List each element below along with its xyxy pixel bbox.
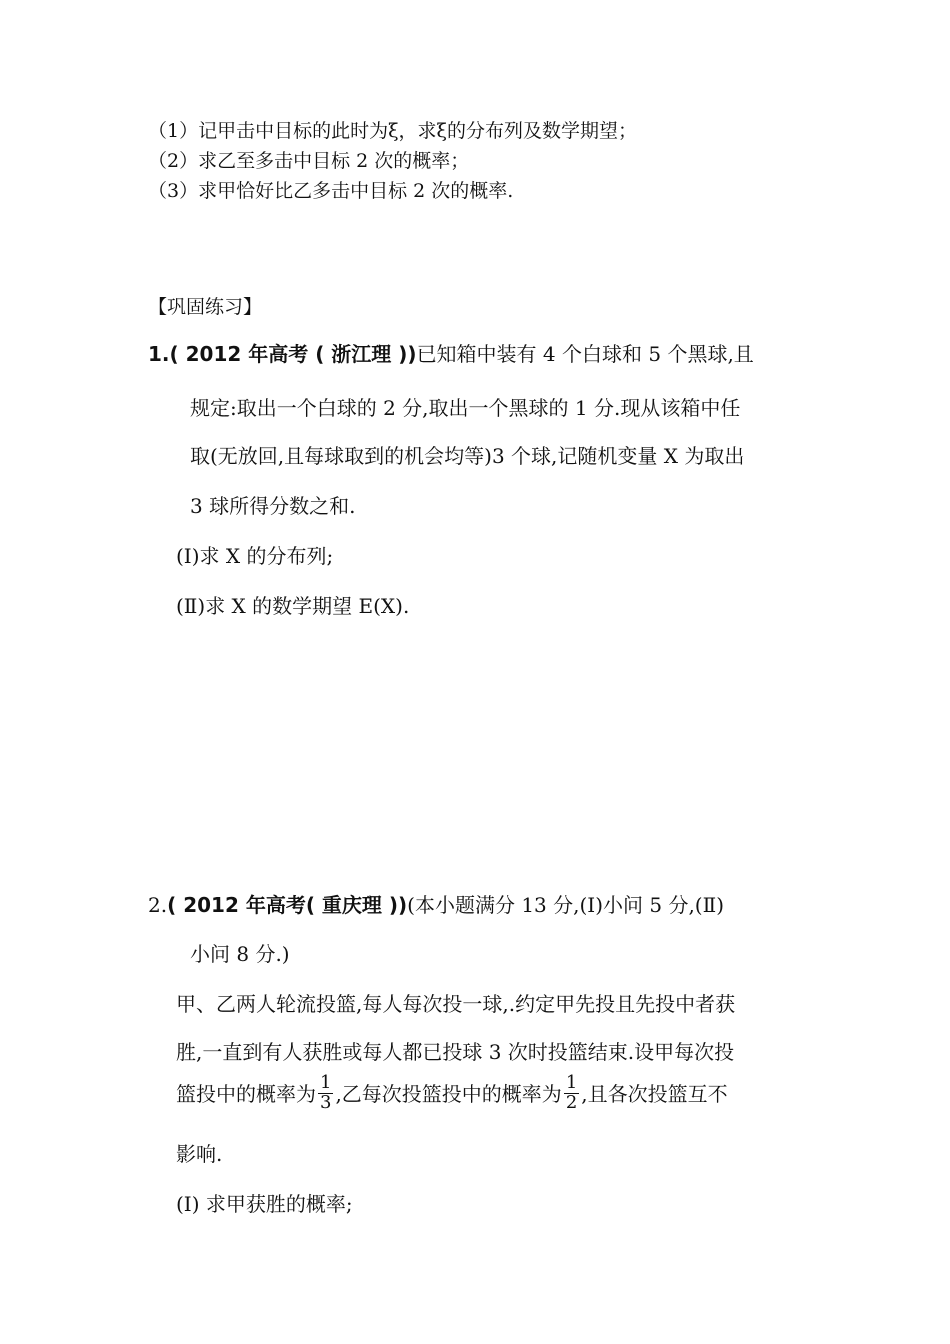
q1-first-line [148,338,754,367]
fraction-one-third-numerator: 1 [320,1072,332,1093]
q1-part-1: (Ⅰ)求 X 的分布列; [176,544,334,568]
fraction-one-third [318,1074,333,1113]
q2-body-3c: ,且各次投篮互不 [581,1081,728,1106]
q1-label: 1. [148,342,170,366]
q1-text-line-2: 规定:取出一个白球的 2 分,取出一个黑球的 1 分.现从该箱中任 [190,396,741,420]
q2-source: ( 2012 年高考( 重庆理 )) [167,893,408,917]
q1-part-2: (Ⅱ)求 X 的数学期望 E(X). [176,594,410,618]
q1-text-line-4: 3 球所得分数之和. [190,494,356,518]
practice-heading: 【巩固练习】 [148,296,263,318]
q2-body-3b: ,乙每次投篮投中的概率为 [335,1081,562,1106]
fraction-one-half-denominator: 2 [565,1091,578,1113]
q1-text-line-1: 已知箱中装有 4 个白球和 5 个黑球,且 [416,342,754,366]
q2-body-line-1: 甲、乙两人轮流投篮,每人每次投一球,.约定甲先投且先投中者获 [176,992,736,1016]
q2-body-line-3 [176,1072,728,1115]
prev-item-2: （2）求乙至多击中目标 2 次的概率； [148,150,470,172]
q1-text-line-3: 取(无放回,且每球取到的机会均等)3 个球,记随机变量 X 为取出 [190,444,745,468]
fraction-one-half [564,1074,579,1113]
q2-first-line [148,889,724,918]
q1-source: ( 2012 年高考 ( 浙江理 )) [169,342,417,366]
q2-score-note-cont: 小问 8 分.) [190,942,290,966]
q2-body-line-2: 胜,一直到有人获胜或每人都已投球 3 次时投篮结束.设甲每次投 [176,1040,735,1064]
fraction-one-third-denominator: 3 [320,1091,332,1113]
q2-score-note: (本小题满分 13 分,(Ⅰ)小问 5 分,(Ⅱ) [407,893,724,917]
q2-part-1: (Ⅰ) 求甲获胜的概率; [176,1192,353,1216]
prev-item-3: （3）求甲恰好比乙多击中目标 2 次的概率. [148,180,514,202]
prev-item-1: （1）记甲击中目标的此时为ξ，求ξ的分布列及数学期望； [148,120,638,142]
q2-body-3a: 篮投中的概率为 [176,1081,316,1106]
q2-body-line-4: 影响. [176,1142,223,1166]
fraction-one-half-numerator: 1 [565,1072,578,1093]
q2-label: 2. [148,893,168,917]
